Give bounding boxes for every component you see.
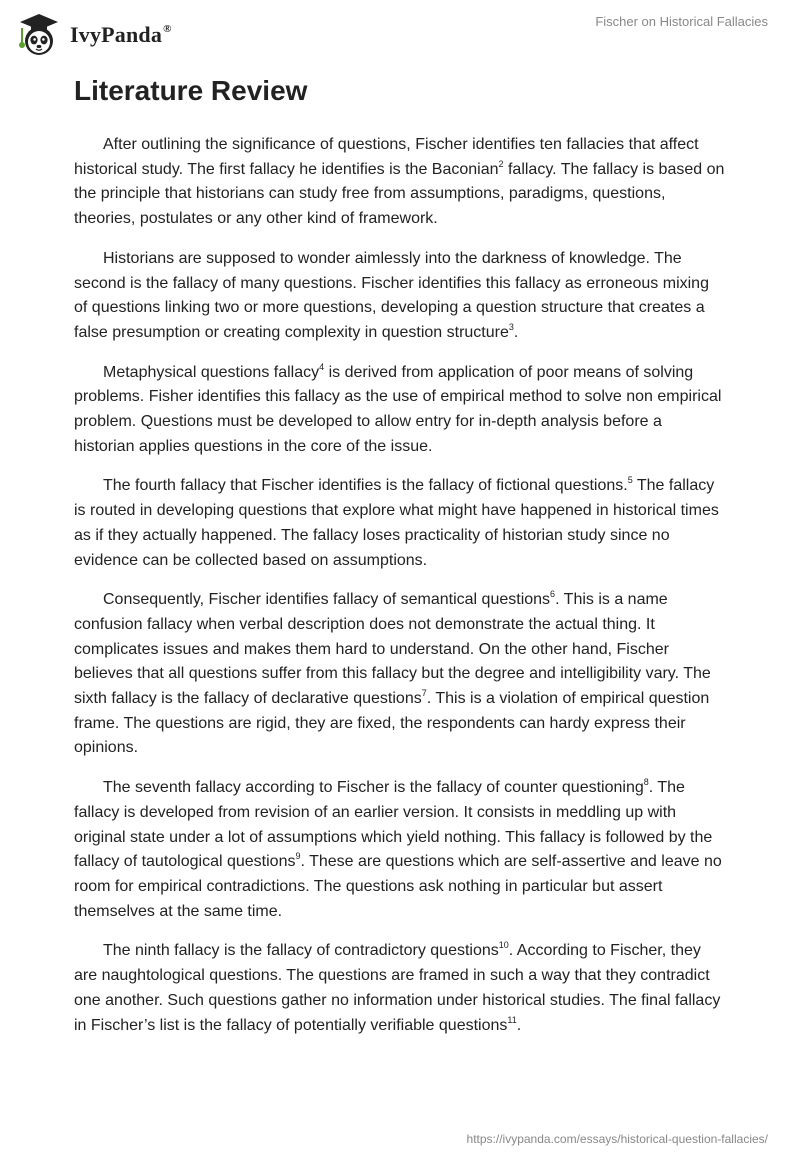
paragraph-text: Consequently, Fischer identifies fallacy of semantical questions: [103, 591, 551, 609]
source-url[interactable]: https://ivypanda.com/essays/historical-question-fallacies/: [466, 1132, 768, 1146]
paragraph-text: The fallacy is routed in developing questions that explore what might have happened in historical times as if they actually happened. The fallacy loses practicality of historian study since no evidence can be collected based on assumptions.: [74, 477, 719, 569]
body-paragraph: [74, 361, 726, 460]
footnote-ref[interactable]: 10: [498, 940, 509, 951]
section-heading: Literature Review: [74, 75, 308, 106]
paragraph-text: is derived from application of poor means of solving problems. Fisher identifies this fallacy as the use of empirical method to solve non empirical problem. Questions must be developed to allow entry for in-depth analysis before a historian applies questions in the core of the issue.: [74, 363, 722, 455]
paragraph-text: .: [513, 323, 519, 341]
paragraph-text: fallacy. The fallacy is based on the principle that historians can study free from assumptions, paradigms, questions, theories, postulates or any other kind of framework.: [74, 160, 725, 228]
paragraph-text: . These are questions which are self-assertive and leave no room for empirical contradictions. The questions ask nothing in particular but assert themselves at the same time.: [74, 853, 722, 920]
paragraph-text: Historians are supposed to wonder aimlessly into the darkness of knowledge. The second is the fallacy of many questions. Fischer identifies this fallacy as erroneous mixing of questions linking two or more questions, developing a question structure that creates a false presumption or creating complexity in question structure: [74, 249, 709, 341]
body-paragraph: [74, 474, 726, 573]
footnote-ref[interactable]: 11: [507, 1014, 517, 1025]
document-title: Fischer on Historical Fallacies: [595, 14, 768, 29]
paragraph-text: After outlining the significance of questions, Fischer identifies ten fallacies that affect historical study. The first fallacy he identifies is the Baconian: [74, 136, 699, 178]
body-paragraph: [74, 133, 726, 232]
panda-logo-icon: [14, 10, 64, 60]
paragraph-text: The seventh fallacy according to Fischer is the fallacy of counter questioning: [103, 779, 644, 797]
brand-name: IvyPanda®: [70, 22, 172, 47]
footnote-ref[interactable]: 5: [627, 475, 633, 486]
paragraph-text: .: [516, 1016, 522, 1034]
footnote-ref[interactable]: 6: [550, 589, 556, 600]
paragraph-text: Metaphysical questions fallacy: [103, 363, 320, 381]
paragraph-text: The ninth fallacy is the fallacy of contradictory questions: [103, 942, 499, 960]
paragraph-text: . The fallacy is developed from revision of an earlier version. It consists in meddling up with original state under a lot of assumptions which yield nothing. This fallacy is followed by the fallacy of tautological questions: [74, 779, 713, 871]
footnote-ref[interactable]: 7: [421, 688, 427, 699]
body-paragraph: [74, 247, 726, 346]
body-paragraph: [74, 776, 726, 924]
paragraph-text: . According to Fischer, they are naughtological questions. The questions are framed in such a way that they contradict one another. Such questions gather no information under historical studies. The final fallacy in Fischer’s list is the fallacy of potentially verifiable questions: [74, 942, 721, 1034]
footnote-ref[interactable]: 4: [319, 361, 325, 372]
footnote-ref[interactable]: 3: [508, 321, 514, 332]
footnote-ref[interactable]: 2: [498, 158, 504, 169]
paragraph-text: . This is a name confusion fallacy when verbal description does not demonstrate the actual thing. It complicates issues and makes them hard to understand. On the other hand, Fischer believes that all questions suffer from this fallacy but the degree and intelligibility vary. The sixth fallacy is the fallacy of declarative questions: [74, 591, 711, 708]
brand-logo[interactable]: [14, 10, 172, 60]
paragraph-text: The fourth fallacy that Fischer identifies is the fallacy of fictional questions.: [103, 477, 628, 495]
body-paragraph: [74, 939, 726, 1038]
registered-mark: ®: [163, 23, 172, 35]
footnote-ref[interactable]: 8: [643, 777, 649, 788]
paragraph-text: . This is a violation of empirical question frame. The questions are rigid, they are fixed, the respondents can hardy express their opinions.: [74, 690, 710, 757]
footnote-ref[interactable]: 9: [295, 851, 301, 862]
article-body: [74, 133, 726, 1053]
page-header: [0, 0, 800, 70]
body-paragraph: [74, 588, 726, 761]
